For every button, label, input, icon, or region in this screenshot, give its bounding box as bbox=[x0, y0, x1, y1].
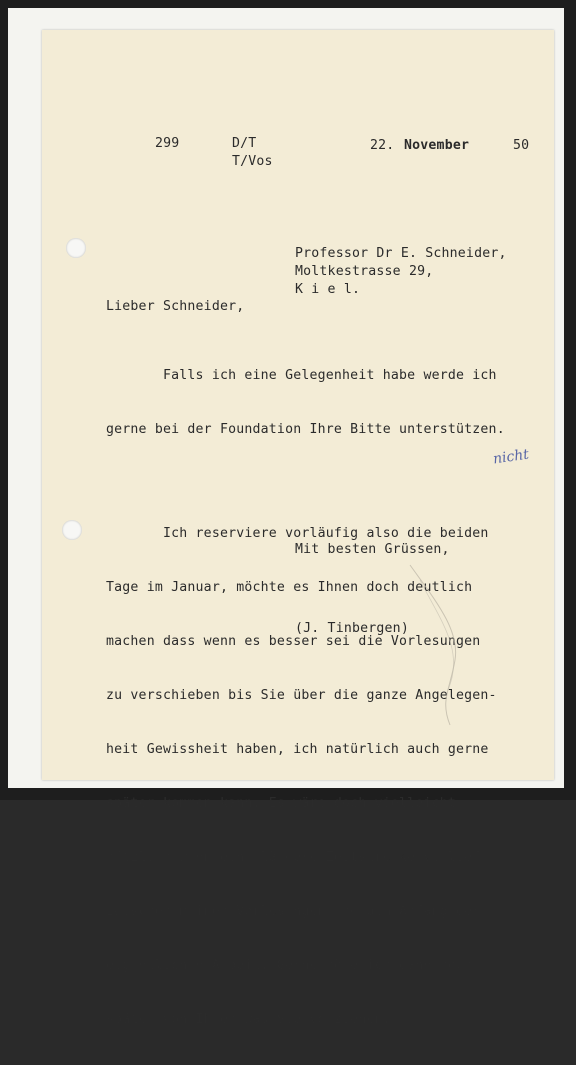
body-line: Tage im Januar, möchte es Ihnen doch deutlich bbox=[106, 580, 473, 595]
body-line: zwischen meinen Vorlesungen und dem Anfang der bbox=[106, 904, 481, 919]
handwritten-insert: nicht bbox=[492, 446, 530, 468]
reference-number: 299 bbox=[155, 136, 180, 151]
body-line: später von Ihnen was Sie vorziehen. bbox=[106, 1012, 391, 1027]
body-line: zu verschieben bis Sie über die ganze Angelegen- bbox=[106, 688, 497, 703]
body-line: später kommen kann. Es wäre doch vielleicht bbox=[106, 796, 457, 811]
body-line: Ich reserviere vorläufig also die beiden bbox=[106, 526, 489, 541]
address-line: Moltkestrasse 29, bbox=[295, 264, 434, 279]
date-year: 50 bbox=[513, 138, 530, 153]
body-line bbox=[106, 475, 505, 489]
body-line: eigentlichen Arbeit. Gerne höre ich dann noch bbox=[106, 958, 473, 973]
signature-block: (J. Tinbergen) bbox=[295, 621, 409, 636]
address-line: Professor Dr E. Schneider, bbox=[295, 246, 507, 261]
reference-code-line1: D/T bbox=[232, 136, 257, 151]
body-line: gerne bei der Foundation Ihre Bitte unterstützen. bbox=[106, 422, 505, 437]
pencil-stroke-mark bbox=[380, 560, 480, 730]
body-line: Falls ich eine Gelegenheit habe werde ich bbox=[106, 368, 497, 383]
date-month: November bbox=[404, 138, 470, 153]
date-day: 22. bbox=[370, 138, 395, 153]
salutation: Lieber Schneider, bbox=[106, 299, 245, 314]
reference-code-line2: T/Vos bbox=[232, 154, 273, 169]
body-line: machen dass wenn es besser sei die Vorlesungen bbox=[106, 634, 481, 649]
closing: Mit besten Grüssen, bbox=[295, 542, 450, 557]
punch-hole-top bbox=[66, 238, 86, 258]
body-line: nützlich wenn eine längere Zeitstrecke verliefe bbox=[106, 850, 489, 865]
recipient-address bbox=[295, 245, 507, 299]
punch-hole-bottom bbox=[62, 520, 82, 540]
body-line: heit Gewissheit haben, ich natürlich auch gerne bbox=[106, 742, 489, 757]
reference-code bbox=[232, 135, 273, 171]
address-line: K i e l. bbox=[295, 282, 361, 297]
